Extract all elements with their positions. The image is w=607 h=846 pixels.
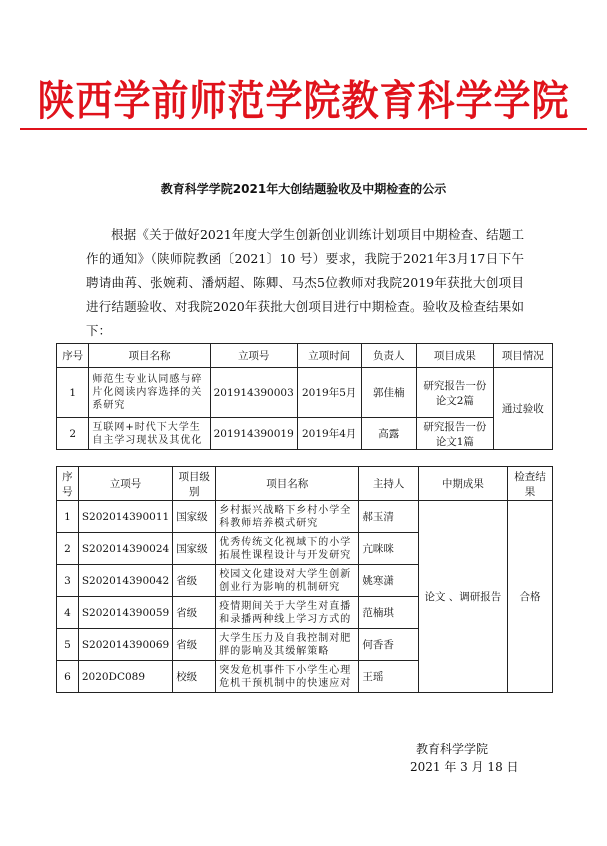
cell-midterm: 论文 、调研报告 [418,501,507,693]
cell-code: S202014390011 [78,501,172,533]
cell-code: S202014390069 [78,629,172,661]
cell-project-name: 校园文化建设对大学生创新创业行为影响的机制研究 [216,565,359,597]
col-header: 项目成果 [417,344,494,368]
cell-host: 何香香 [359,629,418,661]
midterm-table [56,466,553,693]
col-header: 项目名称 [89,344,210,368]
col-header: 项目名称 [216,467,359,501]
cell-project-name: 乡村振兴战略下乡村小学全科教师培养模式研究 [216,501,359,533]
table-header-row [57,467,553,501]
cell-host: 范楠琪 [359,597,418,629]
col-header: 序号 [57,467,79,501]
cell-no: 4 [57,597,79,629]
col-header: 检查结果 [508,467,553,501]
cell-no: 2 [57,533,79,565]
col-header: 立项时间 [297,344,361,368]
cell-no: 3 [57,565,79,597]
cell-level: 国家级 [173,533,216,565]
cell-level: 国家级 [173,501,216,533]
col-header: 项目情况 [493,344,552,368]
table-row [57,501,553,533]
cell-no: 6 [57,661,79,693]
cell-project-name: 突发危机事件下小学生心理危机干预机制中的快速应对 [216,661,359,693]
col-header: 负责人 [361,344,416,368]
cell-no: 5 [57,629,79,661]
red-divider [20,128,587,130]
table-row [57,418,553,450]
cell-no: 1 [57,501,79,533]
notice-body: 根据《关于做好2021年度大学生创新创业训练计划项目中期检查、结题工作的通知》（陕师院教函〔2021〕10 号）要求，我院于2021年3月17日下午聘请曲苒、张婉莉、潘炳超、陈卿、马杰5位教师对我院2019年获批大创项目进行结题验收、对我院2020年获批大创项目进行中期检查。验收及检查结果如下： [86,227,524,338]
col-header: 立项号 [78,467,172,501]
cell-code: S202014390059 [78,597,172,629]
cell-status: 通过验收 [493,368,552,450]
cell-code: 2020DC089 [78,661,172,693]
cell-level: 省级 [173,629,216,661]
col-header: 项目级别 [173,467,216,501]
cell-code: 201914390003 [210,368,297,418]
col-header: 主持人 [359,467,418,501]
cell-project-name: 大学生压力及自我控制对肥胖的影响及其缓解策略 [216,629,359,661]
cell-leader: 高露 [361,418,416,450]
cell-result: 研究报告一份论文1篇 [417,418,494,450]
cell-host: 亢咪咪 [359,533,418,565]
cell-host: 姚寒潇 [359,565,418,597]
table-row [57,368,553,418]
cell-code: S202014390042 [78,565,172,597]
cell-code: S202014390024 [78,533,172,565]
acceptance-table [56,343,553,450]
cell-level: 校级 [173,661,216,693]
signature-org: 教育科学学院 [416,742,489,756]
cell-time: 2019年5月 [297,368,361,418]
notice-title: 教育科学学院2021年大创结题验收及中期检查的公示 [160,182,447,196]
cell-level: 省级 [173,597,216,629]
cell-project-name: 师范生专业认同感与碎片化阅读内容选择的关系研究 [89,368,210,418]
cell-time: 2019年4月 [297,418,361,450]
cell-project-name: 疫情期间关于大学生对直播和录播两种线上学习方式的 [216,597,359,629]
signature-date: 2021 年 3 月 18 日 [410,760,519,774]
table-header-row [57,344,553,368]
cell-code: 201914390019 [210,418,297,450]
col-header: 序号 [57,344,89,368]
cell-no: 2 [57,418,89,450]
cell-leader: 郭佳楠 [361,368,416,418]
cell-level: 省级 [173,565,216,597]
col-header: 立项号 [210,344,297,368]
red-header-title: 陕西学前师范学院教育科学学院 [37,76,570,125]
col-header: 中期成果 [418,467,507,501]
cell-project-name: 优秀传统文化视域下的小学拓展性课程设计与开发研究 [216,533,359,565]
cell-host: 王瑶 [359,661,418,693]
cell-host: 郝玉清 [359,501,418,533]
cell-project-name: 互联网+时代下大学生自主学习现状及其优化 [89,418,210,450]
cell-result: 研究报告一份论文2篇 [417,368,494,418]
cell-no: 1 [57,368,89,418]
cell-check-result: 合格 [508,501,553,693]
